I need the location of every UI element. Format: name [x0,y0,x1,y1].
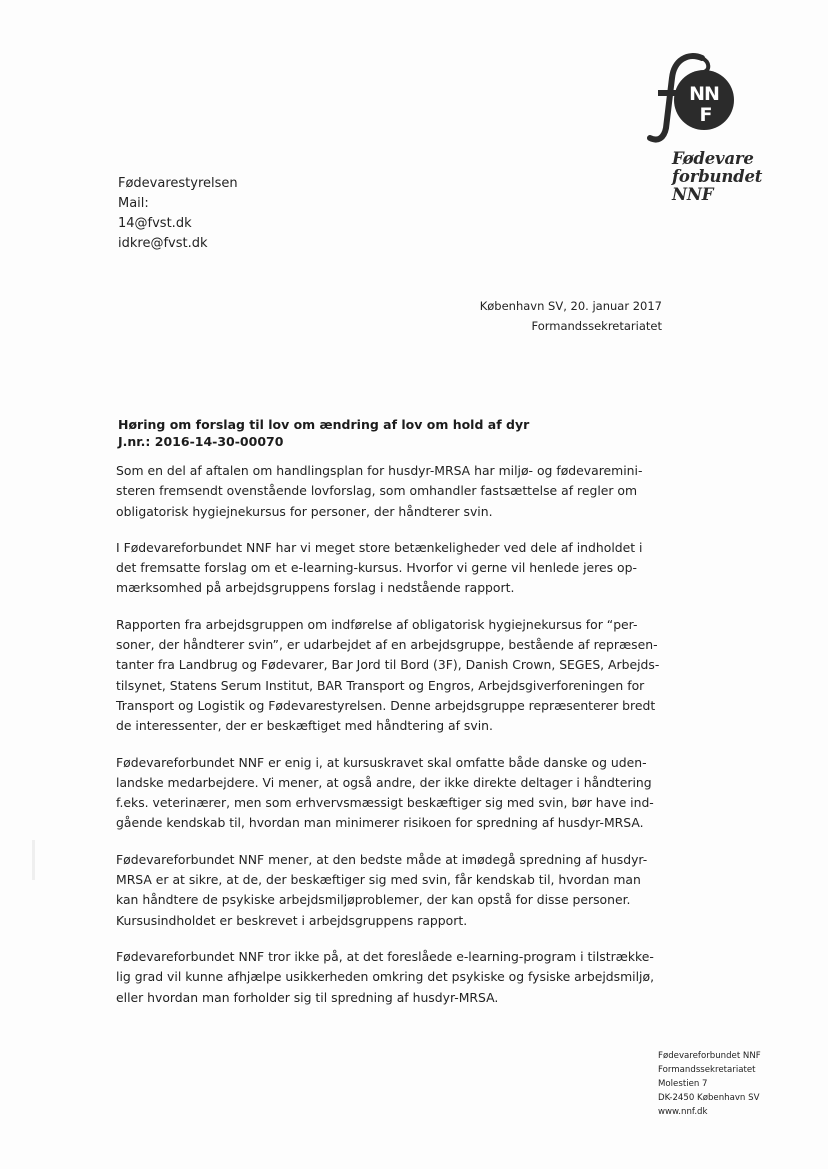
date-block [480,296,662,336]
sender-footer [658,1049,761,1119]
footer-line: Formandssekretariatet [658,1065,756,1075]
body-line: MRSA er at sikre, at de, der beskæftiger sig med svin, får kendskab til, hvordan man [116,872,641,888]
recipient-line: Mail: [118,196,149,211]
body-paragraph [116,753,676,834]
footer-line: Fødevareforbundet NNF [658,1051,761,1061]
body-line: eller hvordan man forholder sig til spredning af husdyr-MRSA. [116,989,499,1005]
body-line: steren fremsendt ovenstående lovforslag, som omhandler fastsættelse af regler om [116,483,638,499]
body-line: kan håndtere de psykiske arbejdsmiljøproblemer, der kan opstå for disse personer. [116,892,631,908]
body-line: tanter fra Landbrug og Fødevarer, Bar Jord til Bord (3F), Danish Crown, SEGES, Arbejds- [116,657,660,673]
body-line: I Fødevareforbundet NNF har vi meget store betænkeligheder ved dele af indholdet i [116,539,643,555]
footer-line: Molestien 7 [658,1079,708,1089]
logo-letters-f: F [699,104,713,126]
body-paragraph [116,947,676,1008]
logo-wordmark [672,150,792,204]
footer-line: www.nnf.dk [658,1107,708,1117]
subject-title: Høring om forslag til lov om ændring af lov om hold af dyr [118,417,530,432]
logo-letters-nn: NN [689,83,719,105]
body-line: mærksomhed på arbejdsgruppens forslag i nedstående rapport. [116,580,515,596]
letter-body [116,461,676,1024]
body-line: landske medarbejdere. Vi mener, at også andre, der ikke direkte deltager i håndtering [116,774,652,790]
body-line: obligatorisk hygiejnekursus for personer, der håndterer svin. [116,503,493,519]
body-line: soner, der håndterer svin”, er udarbejdet af en arbejdsgruppe, bestående af repræsen- [116,637,658,653]
scan-artifact [32,840,35,880]
body-line: lig grad vil kunne afhjælpe usikkerheden omkring det psykiske og fysiske arbejdsmiljø, [116,969,655,985]
body-line: Fødevareforbundet NNF er enig i, at kursuskravet skal omfatte både danske og uden- [116,754,647,770]
body-line: det fremsatte forslag om et e-learning-kursus. Hvorfor vi gerne vil henlede jeres op- [116,560,637,576]
body-line: tilsynet, Statens Serum Institut, BAR Transport og Engros, Arbejdsgiverforeningen for [116,677,645,693]
body-line: Fødevareforbundet NNF tror ikke på, at det foreslåede e-learning-program i tilstrække- [116,948,654,964]
body-line: de interessenter, der er beskæftiget med håndtering af svin. [116,718,493,734]
body-paragraph [116,538,676,599]
subject-reference: J.nr.: 2016-14-30-00070 [118,434,284,449]
recipient-address [118,174,238,254]
department: Formandssekretariatet [531,319,662,333]
footer-line: DK-2450 København SV [658,1093,760,1103]
body-line: Fødevareforbundet NNF mener, at den bedste måde at imødegå spredning af husdyr- [116,851,648,867]
recipient-line: idkre@fvst.dk [118,236,208,251]
recipient-line: Fødevarestyrelsen [118,176,238,191]
place-date: København SV, 20. januar 2017 [479,299,662,313]
body-line: Kursusindholdet er beskrevet i arbejdsgruppens rapport. [116,912,468,928]
body-paragraph [116,615,676,737]
logo-line: Fødevare [672,149,754,168]
body-line: Transport og Logistik og Fødevarestyrelsen. Denne arbejdsgruppe repræsenterer bredt [116,697,656,713]
logo-line: forbundet [672,167,763,186]
body-paragraph [116,850,676,931]
nnf-f-logo-icon [640,50,740,145]
body-line: gående kendskab til, hvordan man minimerer risikoen for spredning af husdyr-MRSA. [116,815,644,831]
body-line: Som en del af aftalen om handlingsplan for husdyr-MRSA har miljø- og fødevaremini- [116,463,643,478]
body-paragraph [116,461,676,522]
recipient-line: 14@fvst.dk [118,216,192,231]
logo-line: NNF [672,185,714,204]
body-line: Rapporten fra arbejdsgruppen om indførelse af obligatorisk hygiejnekursus for “per- [116,616,638,632]
body-line: f.eks. veterinærer, men som erhvervsmæssigt beskæftiger sig med svin, bør have ind- [116,795,654,811]
subject-heading [118,416,529,450]
